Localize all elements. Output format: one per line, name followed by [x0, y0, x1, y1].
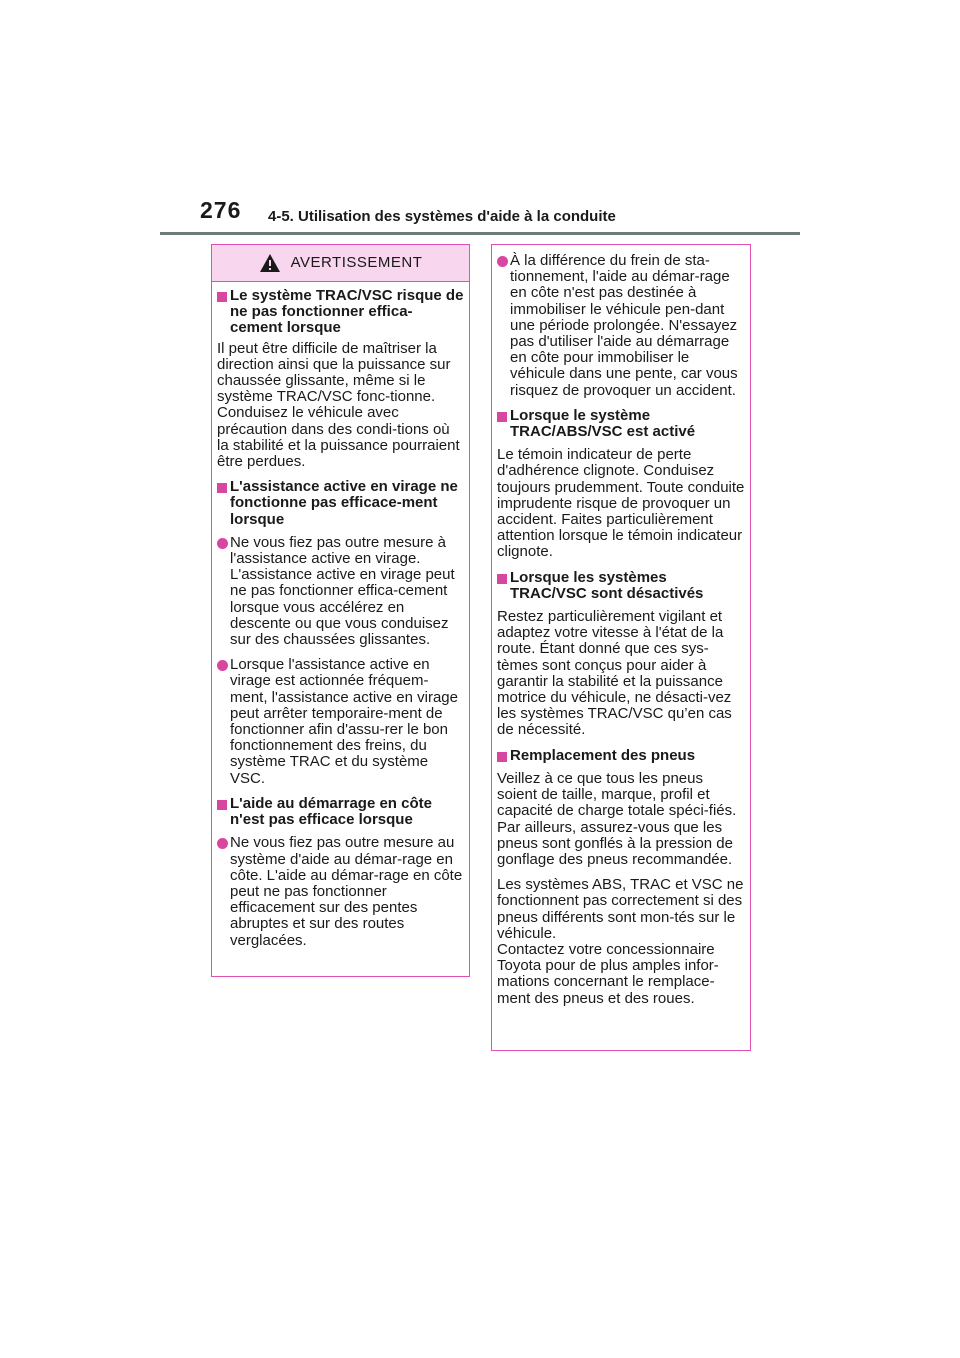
warning-paragraph-system-off: Restez particulièrement vigilant et adaptez votre vitesse à l'état de la route. Étant donné que ces sys-tèmes sont conçus pour aider à garantir la stabilité et la puissance motrice du véhicule, ne désacti-vez les systèmes TRAC/VSC qu’en cas de nécessité. — [497, 608, 732, 739]
warning-heading-active-cornering: L'assistance active en virage ne fonctionne pas efficace-ment lorsque — [217, 479, 464, 528]
warning-heading-trac-vsc: Le système TRAC/VSC risque de ne pas fonctionner effica-cement lorsque — [217, 288, 464, 337]
warning-box-right-column — [491, 244, 751, 1051]
warning-triangle-icon — [259, 253, 281, 273]
warning-heading-tire-replacement: Remplacement des pneus — [497, 748, 745, 764]
warning-title: AVERTISSEMENT — [290, 253, 423, 271]
section-title: 4-5. Utilisation des systèmes d'aide à la conduite — [268, 208, 616, 225]
warning-bullet-active-cornering-2: Lorsque l'assistance active en virage est actionnée fréquem-ment, l'assistance active en virage peut arrêter temporaire-ment de fonctionner afin d'assu-rer le bon fonctionnement des freins, du système TRAC et du système VSC. — [217, 657, 464, 787]
warning-bullet-hill-start: Ne vous fiez pas outre mesure au système d'aide au démar-rage en côte. L'aide au démar-rage en côte peut ne pas fonctionner efficacement sur des pentes abruptes et sur des routes verglacées. — [217, 835, 464, 948]
warning-paragraph-system-active: Le témoin indicateur de perte d'adhérence clignote. Conduisez toujours prudemment. Toute conduite imprudente risque de provoquer un accident. Faites particulièrement attention lorsque le témoin indicateur clignote. — [497, 446, 745, 561]
warning-box-left-column — [211, 244, 470, 977]
warning-heading-system-off: Lorsque les systèmes TRAC/VSC sont désactivés — [497, 570, 745, 602]
warning-bullet-active-cornering-1: Ne vous fiez pas outre mesure à l'assistance active en virage. L'assistance active en virage peut ne pas fonctionner effica-cement lorsque vous accélérez en descente ou que vous conduisez sur des chaussées glissantes. — [217, 535, 464, 648]
warning-heading-system-active: Lorsque le système TRAC/ABS/VSC est activé — [497, 408, 745, 440]
page-number: 276 — [200, 197, 242, 223]
warning-paragraph-trac-vsc: Il peut être difficile de maîtriser la direction ainsi que la puissance sur chaussée glissante, même si le système TRAC/VSC fonc-tionne. Conduisez le véhicule avec précaution dans des condi-tions où la stabilité et la puissance pourraient être perdues. — [217, 339, 460, 471]
warning-paragraph-tire-spec: Veillez à ce que tous les pneus soient de taille, marque, profil et capacité de charge totale spéci-fiés. Par ailleurs, assurez-vous que les pneus sont gonflés à la pression de gonflage des pneus recommandée. — [497, 769, 737, 868]
header-divider — [160, 232, 800, 235]
warning-bullet-parking-brake: À la différence du frein de sta-tionnement, l'aide au démar-rage en côte n'est pas destinée à immobiliser le véhicule pen-dant une période prolongée. N'essayez pas d'utiliser l'aide au démarrage en côte pour immobiliser le véhicule dans une pente, car vous risquez de provoquer un accident. — [497, 253, 745, 399]
warning-paragraph-tire-mismatch: Les systèmes ABS, TRAC et VSC ne fonctionnent pas correctement si des pneus différents sont mon-tés sur le véhicule. — [497, 876, 744, 942]
warning-paragraph-contact-dealer: Contactez votre concessionnaire Toyota pour de plus amples infor-mations concernant le remplace-ment des pneus et des roues. — [497, 940, 719, 1007]
warning-header — [212, 245, 469, 282]
warning-heading-hill-start: L'aide au démarrage en côte n'est pas efficace lorsque — [217, 796, 464, 828]
